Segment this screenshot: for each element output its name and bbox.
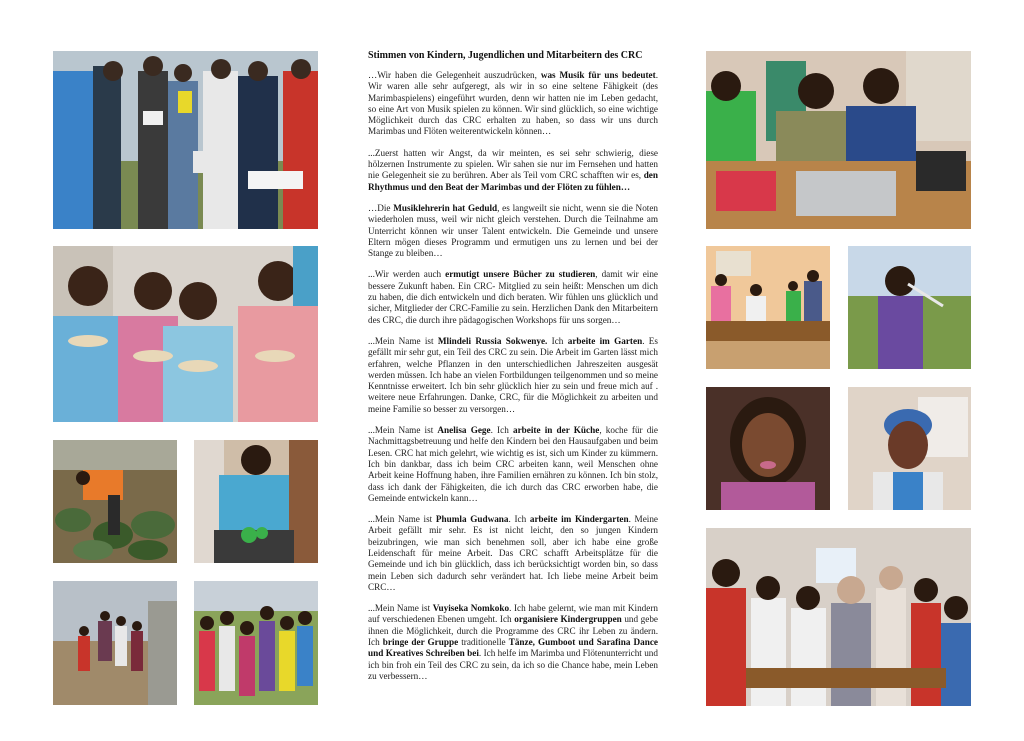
photo-woman-portrait <box>848 387 971 510</box>
article-heading: Stimmen von Kindern, Jugendlichen und Mitarbeitern des CRC <box>368 50 643 61</box>
text-run: und gebe ihnen die Möglichkeit, durch die Programme des CRC ihr Leben zu ändern. Ich <box>368 614 659 648</box>
text-run: . Es gefällt mir sehr gut, ein Teil des CRC zu sein. Die Arbeit im Garten lässt mich erfahren, welche Pflanzen in den unterschiedlichen Jahreszeiten ausgesät werden müssen. Ich habe an vielen Fortbildungen teilgenommen und so meine Kenntnisse erweitert. Ich bin sehr glücklich hier zu sein und freue mich auf . weitere neue Erfahrungen. Danke, CRC, für die Möglichkeit zu arbeiten und meine Familie so besser zu versorgen… <box>368 335 658 414</box>
photo-children-group-outside <box>194 581 318 705</box>
photo-garden-work <box>53 440 177 563</box>
bold-run: Phumla Gudwana <box>435 514 509 525</box>
bold-run: Musiklehrerin hat Geduld <box>393 202 498 213</box>
bold-run: was Musik für uns bedeutet <box>540 70 656 80</box>
bold-run: Vuyiseka Nomkoko <box>432 603 510 614</box>
bold-run: arbeite im Kindergarten <box>529 514 629 525</box>
photo-boy-flute-outdoor <box>848 246 971 369</box>
text-run: ...Zuerst hatten wir Angst, da wir meinten, es sei sehr schwierig, diese hölzernen Instrumente zu spielen. Wir sahen sie nur im Fernsehen und hatten nie Gelegenheit sie zu berühren. Aber als Teil vom CRC schafften wir es, <box>368 147 658 181</box>
photo-children-eating <box>53 246 318 422</box>
photo-marimba-group-teacher <box>706 528 971 706</box>
text-run: ...Mein Name ist <box>368 425 438 436</box>
bold-run: Anelisa Gege <box>437 425 491 436</box>
paragraph <box>368 514 658 593</box>
paragraph <box>368 336 658 415</box>
paragraph <box>368 269 658 325</box>
text-run: ...Mein Name ist <box>368 514 436 525</box>
text-run: ...Mein Name ist <box>368 335 438 346</box>
bold-run: ermutigt unsere Bücher zu studieren <box>445 269 596 280</box>
text-run: , damit wir eine bessere Zukunft haben. Ein CRC- Mitglied zu sein heißt: Menschen um dich zu haben, die dich entwickeln und dich beraten. Wir fühlen uns glücklich und sicher, Mitglieder der CRC-Familie zu sein. Herzlichen Dank den Mitarbeitern des CRC, die durch ihre pädagogischen Workshops für uns sorgen… <box>368 269 659 325</box>
photo-boys-board-game <box>706 51 971 229</box>
text-run: …Die <box>368 202 394 213</box>
text-run: …Wir haben die Gelegenheit auszudrücken, <box>368 70 541 80</box>
paragraph <box>368 148 658 193</box>
bold-run: Tänze, Gumboot und Sarafina Dance und Kreatives Schreiben bei <box>368 637 658 659</box>
paragraph <box>368 425 658 504</box>
photo-youth-holding-shoes <box>53 51 318 229</box>
bold-run: arbeite im Garten <box>567 335 643 346</box>
text-run: , es langweilt sie nicht, wenn sie die Noten wiederholen muss, weil wir nicht gleich verstehen. Durch die Teilnahme am Unterricht können wir unser Talent entwickeln. Die Gemeinde und unsere Eltern mögen dieses Programm und ermutigen uns zu lernen und bei der Stange zu bleiben… <box>368 202 659 259</box>
photo-girl-knitting <box>194 440 318 563</box>
paragraph <box>368 70 658 138</box>
text-run: ...Wir werden auch <box>368 269 446 280</box>
bold-run: organisiere Kindergruppen <box>514 614 622 625</box>
text-run: . Ich <box>508 514 530 525</box>
text-run: . Ich helfe im Marimba und Flötenunterricht und ich bin froh ein Teil des CRC zu sein, da ich so die Chance habe, mein Leben zu verbessern… <box>368 648 658 681</box>
photo-children-outdoor-dance <box>53 581 177 705</box>
bold-run: Mlindeli Russia Sokwenye. <box>437 335 548 346</box>
paragraph <box>368 203 658 259</box>
text-run: . Ich habe gelernt, wie man mit Kindern auf verschiedenen Ebenen umgeht. Ich <box>368 603 658 625</box>
article-text <box>368 50 658 715</box>
text-run: Ich <box>547 335 568 346</box>
text-run: . Wir waren alle sehr aufgeregt, als wir in so eine seltene Fähigkeit (des Marimbaspielens) eingeführt wurden, denn wir hatten nie im Leben gedacht, so eine Art von Musik spielen zu können. Wir sind glücklich, so eine wichtige Möglichkeit durch das CRC erhalten zu haben, so dass wir uns durch Marimbas und Flöten weiterentwickeln können… <box>368 70 658 137</box>
photo-marimba-class <box>706 246 830 369</box>
paragraph <box>368 603 658 682</box>
photo-girl-portrait <box>706 387 830 510</box>
bold-run: arbeite in der Küche <box>512 425 600 436</box>
bold-run: den Rhythmus und den Beat der Marimbas und der Flöten zu fühlen… <box>368 170 658 192</box>
text-run: . Ich <box>490 425 513 436</box>
text-run: traditionelle <box>458 637 509 648</box>
bold-run: bringe der Gruppe <box>382 637 459 648</box>
text-run: ...Mein Name ist <box>368 603 433 614</box>
text-run: , koche für die Nachmittagsbetreuung und helfe den Kindern bei den Hausaufgaben und beim Lesen. CRC hat mich gelehrt, wie wichtig es ist, sich um Kinder zu kümmern. Ich bin dankbar, dass ich beim CRC arbeiten kann, weil Menschen ohne Arbeit keine Hoffnung haben, ihre Familien ernähren zu können. Ich bin stolz, dass ich dank der Fähigkeiten, die ich durch das CRC erworben habe, die Gemeinde entwickeln kann… <box>368 425 658 503</box>
text-run: . Meine Arbeit gefällt mir sehr. Es ist nicht leicht, den so jungen Kindern beizubringen, wie man sich benehmen soll, aber ich habe eine große Leidenschaft für meine Arbeit. Das CRC schafft Arbeitsplätze für die Gemeinde und ich bin glücklich, dass ich berücksichtigt worden bin, so dass mein Leben sich dadurch sehr verändert hat. Ich liebe meine Arbeit beim CRC… <box>368 514 659 592</box>
